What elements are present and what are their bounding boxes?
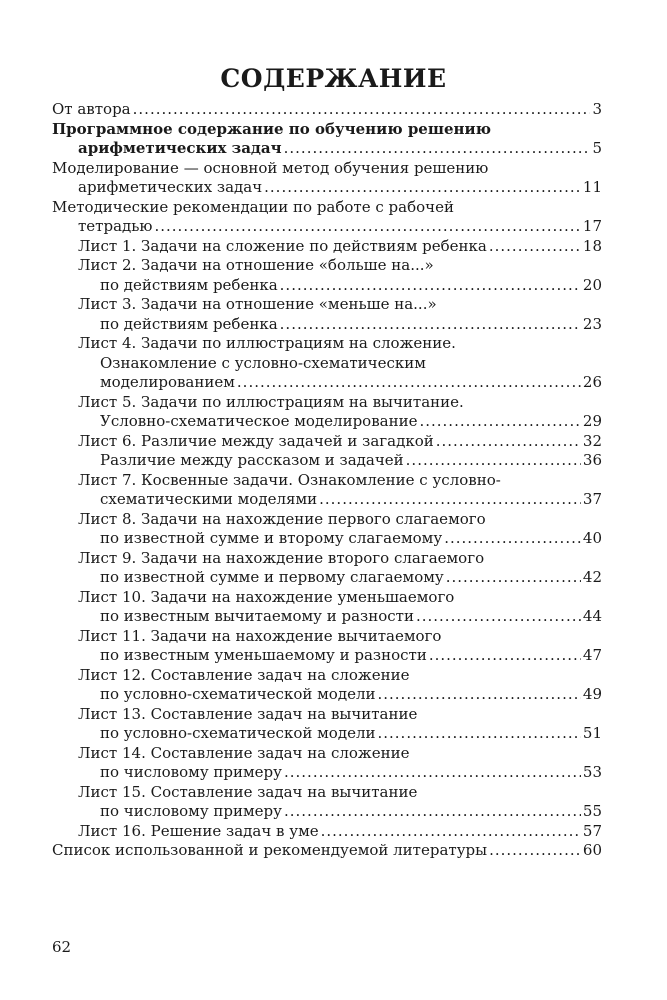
toc-entry xyxy=(52,783,602,803)
toc-entry xyxy=(52,139,602,159)
toc-entry xyxy=(52,237,602,257)
toc-entry-text: Лист 11. Задачи на нахождение вычитаемого xyxy=(78,626,442,645)
toc-entry-text: по условно-схематической модели xyxy=(100,685,376,703)
toc-entry-page: 5 xyxy=(592,139,602,157)
toc-entry-page: 49 xyxy=(582,685,602,703)
toc-entry-text: моделированием xyxy=(100,373,235,391)
toc-entry-text: Лист 6. Различие между задачей и загадкой xyxy=(78,431,434,450)
toc-entry-text: по известной сумме и второму слагаемому xyxy=(100,529,443,547)
toc-entry xyxy=(52,744,602,764)
toc-entry xyxy=(52,666,602,686)
toc-entry-text: Лист 2. Задачи на отношение «больше на...» xyxy=(78,256,434,274)
toc-entry-text: по действиям ребенка xyxy=(100,314,278,333)
toc-entry xyxy=(52,685,602,705)
toc-entry-page: 29 xyxy=(582,412,602,430)
toc-entry-text: Лист 10. Задачи на нахождение уменьшаемого xyxy=(78,587,455,606)
toc-entry xyxy=(52,529,602,549)
toc-entry-text: Лист 7. Косвенные задачи. Ознакомление с условно- xyxy=(78,470,501,489)
toc-entry-text: Моделирование — основной метод обучения решению xyxy=(52,158,489,177)
toc-entry-text: Лист 5. Задачи по иллюстрациям на вычитание. xyxy=(78,392,464,411)
toc-entry xyxy=(52,178,602,198)
toc-entry-text: арифметических задач xyxy=(78,178,263,196)
toc-entry-text: Лист 15. Составление задач на вычитание xyxy=(78,782,418,801)
toc-entry xyxy=(52,373,602,393)
toc-entry-page: 47 xyxy=(582,646,602,664)
toc-entry-text: Программное содержание по обучению решению xyxy=(52,119,491,138)
toc-entry-page: 17 xyxy=(582,217,602,235)
toc-entry-text: по числовому примеру xyxy=(100,763,282,781)
toc-entry xyxy=(52,627,602,647)
toc-entry xyxy=(52,588,602,608)
toc-entry xyxy=(52,607,602,627)
toc-entry-page: 26 xyxy=(582,373,602,391)
toc-entry-page: 3 xyxy=(592,100,602,118)
toc-entry-text: Лист 8. Задачи на нахождение первого слагаемого xyxy=(78,509,486,528)
toc-entry-text: по известной сумме и первому слагаемому xyxy=(100,568,444,586)
toc-entry-page: 53 xyxy=(582,763,602,781)
toc-entry-text: по условно-схематической модели xyxy=(100,724,376,742)
toc-entry-page: 44 xyxy=(582,607,602,625)
toc-entry-text: Лист 16. Решение задач в уме xyxy=(78,821,319,840)
toc-entry xyxy=(52,841,602,861)
table-of-contents xyxy=(52,100,602,861)
toc-entry-page: 18 xyxy=(582,236,602,255)
toc-entry xyxy=(52,451,602,471)
toc-entry-page: 51 xyxy=(582,724,602,742)
toc-entry-page: 55 xyxy=(582,802,602,820)
toc-entry-text: Ознакомление с условно-схематическим xyxy=(100,353,426,372)
toc-entry-page: 23 xyxy=(582,314,602,333)
page-number: 62 xyxy=(52,938,72,956)
toc-entry xyxy=(52,822,602,842)
toc-entry-page: 20 xyxy=(582,275,602,294)
page-title: СОДЕРЖАНИЕ xyxy=(220,64,447,93)
toc-entry-text: Лист 9. Задачи на нахождение второго слагаемого xyxy=(78,548,485,567)
toc-entry xyxy=(52,198,602,218)
toc-entry xyxy=(52,393,602,413)
toc-entry xyxy=(52,334,602,354)
toc-entry xyxy=(52,510,602,530)
toc-entry xyxy=(52,120,602,140)
toc-entry-text: Различие между рассказом и задачей xyxy=(100,451,404,469)
toc-entry-text: арифметических задач xyxy=(78,139,282,157)
toc-entry-page: 60 xyxy=(582,841,602,859)
toc-entry-page: 36 xyxy=(582,451,602,469)
toc-entry xyxy=(52,159,602,179)
toc-entry-text: Лист 4. Задачи по иллюстрациям на сложение. xyxy=(78,334,456,352)
toc-entry xyxy=(52,471,602,491)
toc-entry xyxy=(52,705,602,725)
toc-entry xyxy=(52,256,602,276)
toc-entry xyxy=(52,646,602,666)
toc-entry xyxy=(52,432,602,452)
toc-entry xyxy=(52,295,602,315)
toc-entry-text: по известным уменьшаемому и разности xyxy=(100,646,427,664)
toc-entry-text: по известным вычитаемому и разности xyxy=(100,607,414,625)
toc-entry xyxy=(52,354,602,374)
toc-entry-text: Методические рекомендации по работе с рабочей xyxy=(52,197,454,216)
toc-entry-text: по действиям ребенка xyxy=(100,275,278,294)
toc-entry xyxy=(52,490,602,510)
toc-entry-page: 32 xyxy=(582,431,602,450)
toc-entry xyxy=(52,315,602,335)
toc-entry-text: Лист 13. Составление задач на вычитание xyxy=(78,704,418,723)
toc-entry xyxy=(52,802,602,822)
toc-entry xyxy=(52,763,602,783)
toc-entry-text: Список использованной и рекомендуемой литературы xyxy=(52,841,488,859)
toc-entry xyxy=(52,100,602,120)
toc-entry-text: Лист 12. Составление задач на сложение xyxy=(78,665,410,684)
toc-entry xyxy=(52,568,602,588)
toc-entry-text: Условно-схематическое моделирование xyxy=(100,412,418,430)
toc-entry-page: 42 xyxy=(582,568,602,586)
toc-entry-text: схематическими моделями xyxy=(100,490,318,508)
toc-entry-text: Лист 3. Задачи на отношение «меньше на...» xyxy=(78,295,437,313)
toc-entry xyxy=(52,276,602,296)
toc-entry-page: 11 xyxy=(582,178,602,196)
toc-entry-text: Лист 14. Составление задач на сложение xyxy=(78,743,410,762)
toc-entry xyxy=(52,549,602,569)
toc-entry xyxy=(52,217,602,237)
toc-entry xyxy=(52,724,602,744)
toc-entry-page: 57 xyxy=(582,821,602,840)
toc-entry-text: Лист 1. Задачи на сложение по действиям ребенка xyxy=(78,236,487,255)
toc-entry-page: 37 xyxy=(582,490,602,508)
toc-entry-page: 40 xyxy=(582,529,602,547)
toc-entry-text: От автора xyxy=(52,100,131,118)
toc-entry xyxy=(52,412,602,432)
toc-entry-text: тетрадью xyxy=(78,217,153,235)
toc-entry-text: по числовому примеру xyxy=(100,802,282,820)
